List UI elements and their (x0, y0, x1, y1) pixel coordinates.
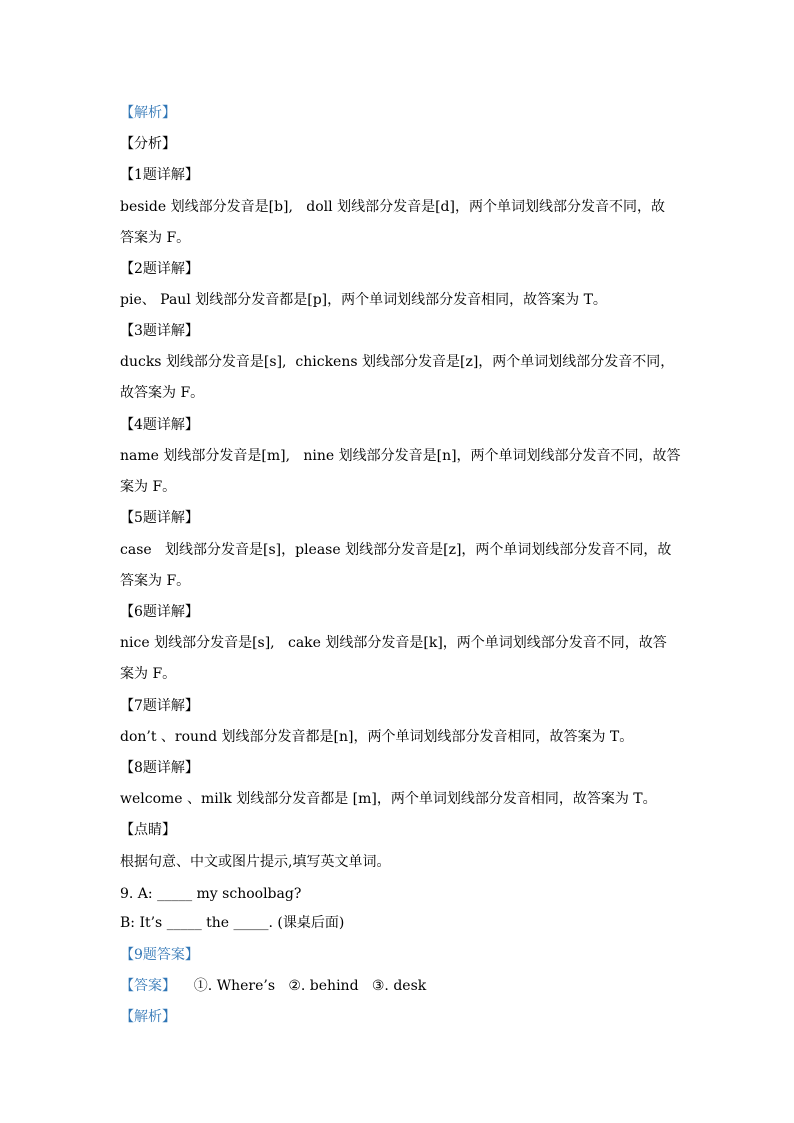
section-heading-dianjing: 【点睛】 (120, 822, 176, 838)
section-heading-analysis-2: 【解析】 (120, 1009, 176, 1025)
section-heading-fenxi: 【分析】 (120, 136, 176, 152)
q4-explanation-line2: 案为 F。 (120, 479, 177, 495)
q6-heading: 【6题详解】 (120, 604, 199, 620)
q5-heading: 【5题详解】 (120, 510, 199, 526)
q6-explanation-line1: nice 划线部分发音是[s], cake 划线部分发音是[k]，两个单词划线部分发音不同，故答 (120, 635, 667, 651)
q2-explanation: pie、 Paul 划线部分发音都是[p]，两个单词划线部分发音相同，故答案为 T。 (120, 292, 607, 308)
q1-explanation-line2: 答案为 F。 (120, 230, 191, 246)
q8-explanation: welcome 、milk 划线部分发音都是 [m]，两个单词划线部分发音相同，故答案为 T。 (120, 791, 657, 807)
q5-explanation-line1: case 划线部分发音是[s]，please 划线部分发音是[z]，两个单词划线部分发音不同，故 (120, 542, 672, 558)
q1-explanation-line1: beside 划线部分发音是[b], doll 划线部分发音是[d]，两个单词划线部分发音不同，故 (120, 199, 665, 215)
q9-prompt-a: 9. A: _____ my schoolbag? (120, 886, 302, 902)
q9-answer-line (120, 976, 426, 996)
q9-prompt-b: B: It’s _____ the _____. (课桌后面) (120, 915, 345, 931)
q3-heading: 【3题详解】 (120, 323, 199, 339)
q1-heading: 【1题详解】 (120, 167, 199, 183)
q9-answer-heading: 【9题答案】 (120, 947, 199, 963)
q3-explanation-line1: ducks 划线部分发音是[s], chickens 划线部分发音是[z]，两个单词划线部分发音不同， (120, 354, 675, 370)
q7-heading: 【7题详解】 (120, 698, 199, 714)
q4-heading: 【4题详解】 (120, 417, 199, 433)
instruction-text: 根据句意、中文或图片提示,填写英文单词。 (120, 854, 391, 870)
section-heading-analysis: 【解析】 (120, 105, 176, 121)
answer-values: ①. Where’s ②. behind ③. desk (176, 978, 427, 994)
q3-explanation-line2: 故答案为 F。 (120, 385, 205, 401)
q5-explanation-line2: 答案为 F。 (120, 573, 191, 589)
answer-label: 【答案】 (120, 978, 176, 994)
q2-heading: 【2题详解】 (120, 261, 199, 277)
q7-explanation: don’t 、round 划线部分发音都是[n]，两个单词划线部分发音相同，故答案为 T。 (120, 729, 634, 745)
q8-heading: 【8题详解】 (120, 760, 199, 776)
q6-explanation-line2: 案为 F。 (120, 666, 177, 682)
q4-explanation-line1: name 划线部分发音是[m], nine 划线部分发音是[n]，两个单词划线部分发音不同，故答 (120, 448, 681, 464)
